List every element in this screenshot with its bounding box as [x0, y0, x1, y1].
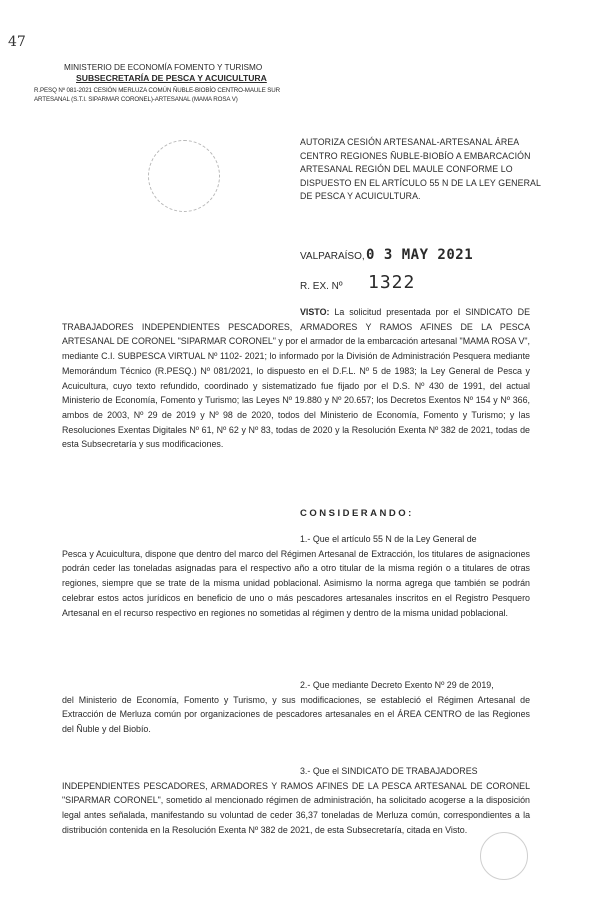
visto-label: VISTO: [300, 307, 330, 317]
point-lead: 3.- Que el SINDICATO DE TRABAJADORES [300, 766, 478, 776]
subsecretaria-name: SUBSECRETARÍA DE PESCA Y ACUICULTURA [76, 73, 267, 83]
ministry-name: MINISTERIO DE ECONOMÍA FOMENTO Y TURISMO [64, 63, 263, 72]
initials-stamp [480, 832, 528, 880]
reference-line-1: R.PESQ Nº 081-2021 CESIÓN MERLUZA COMÚN ÑUBLE-BIOBÍO CENTRO-MAULE SUR [34, 87, 281, 94]
reference-line-2: ARTESANAL (S.T.I. SIPARMAR CORONEL)-ARTESANAL (MAMA ROSA V) [34, 96, 238, 103]
point-text: Pesca y Acuicultura, dispone que dentro del marco del Régimen Artesanal de Extracción, los titulares de asignaciones podrán ceder las toneladas asignadas para el respectivo año a otro titular de la misma región o a titulares de otras regiones, siempre que se trate de la misma unidad poblacional. Asimismo la norma agrega que también se podrán celebrar estos actos jurídicos en beneficio de uno o más pescadores artesanales inscritos en el Registro Pesquero Artesanal en el recurso respectivo en regiones no sometidas al régimen y dentro de la misma unidad poblacional. [62, 548, 530, 618]
faded-seal-stamp [148, 140, 220, 212]
point-lead: 1.- Que el artículo 55 N de la Ley General de [300, 534, 477, 544]
point-lead: 2.- Que mediante Decreto Exento Nº 29 de 2019, [300, 680, 494, 690]
visto-paragraph [62, 305, 530, 452]
considerando-heading: CONSIDERANDO: [300, 508, 414, 519]
visto-text: La solicitud presentada por el SINDICATO DE TRABAJADORES INDEPENDIENTES PESCADORES, ARMADORES Y RAMOS AFINES DE LA PESCA ARTESANAL DE CORONEL "SIPARMAR CORONEL" y por el armador de la embarcación artesanal "MAMA ROSA V", mediante C.I. SUBPESCA VIRTUAL Nº 1102- 2021; lo informado por la División de Administración Pesquera mediante Memorándum Técnico (R.PESQ.) Nº 081/2021, lo dispuesto en el D.F.L. Nº 5 de 1983; la Ley General de Pesca y Acuicultura, cuyo texto refundido, coordinado y sistematizado fue fijado por el D.S. Nº 430 de 1991, del actual Ministerio de Economía, Fomento y Turismo; las Leyes Nº 19.880 y Nº 20.657; los Decretos Exentos Nº 154 y Nº 366, ambos de 2003, Nº 29 de 2019 y Nº 98 de 2020, todos del Ministerio de Economía, Fomento y Turismo; y las Resoluciones Exentas Digitales Nº 61, Nº 62 y Nº 83, todas de 2020 y la Resolución Exenta Nº 382 de 2021, todas de esta Subsecretaría y sus modificaciones. [62, 307, 530, 450]
rex-label: R. EX. Nº [300, 281, 343, 292]
corner-mark: 47 [8, 34, 26, 50]
considerando-point-1 [62, 532, 530, 620]
considerando-point-3 [62, 764, 530, 838]
title-line: AUTORIZA CESIÓN ARTESANAL-ARTESANAL ÁREA [300, 137, 520, 147]
rex-number: 1322 [368, 272, 416, 293]
title-line: DISPUESTO EN EL ARTÍCULO 55 N DE LA LEY GENERAL [300, 177, 542, 188]
point-text: INDEPENDIENTES PESCADORES, ARMADORES Y RAMOS AFINES DE LA PESCA ARTESANAL DE CORONEL "SIPARMAR CORONEL", sometido al mencionado régimen de administración, ha solicitado acogerse a la disposición legal antes señalada, manifestando su voluntad de ceder 36,37 toneladas de Merluza común, correspondientes a la distribución contenida en la Resolución Exenta Nº 382 de 2021, de esta Subsecretaría, citada en Visto. [62, 780, 530, 835]
letterhead [34, 62, 364, 104]
resolution-date: 0 3 MAY 2021 [366, 247, 474, 263]
considerando-point-2 [62, 678, 530, 737]
title-line: ARTESANAL REGIÓN DEL MAULE CONFORME LO [300, 164, 513, 175]
title-line: CENTRO REGIONES ÑUBLE-BIOBÍO A EMBARCACIÓN [300, 150, 531, 161]
resolution-title [300, 136, 570, 204]
point-text: del Ministerio de Economía, Fomento y Turismo, y sus modificaciones, se estableció el Régimen Artesanal de Extracción de Merluza común por organizaciones de pescadores artesanales en el ÁREA CENTRO de las Regiones del Ñuble y del Biobío. [62, 694, 530, 735]
place-label: VALPARAÍSO, [300, 251, 365, 262]
title-line: DE PESCA Y ACUICULTURA. [300, 191, 421, 202]
